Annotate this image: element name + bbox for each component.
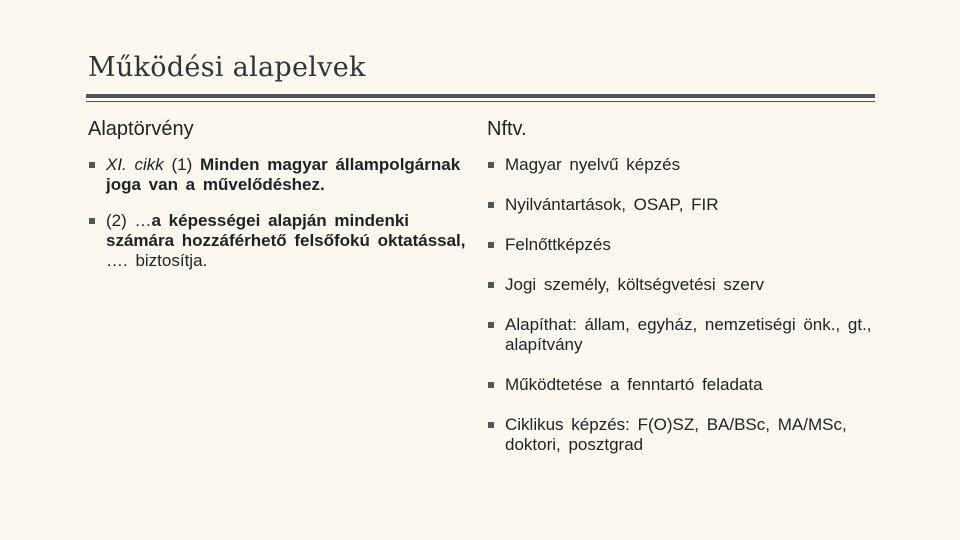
left-column-heading: Alaptörvény — [88, 118, 194, 140]
bullet-square-icon — [488, 162, 494, 168]
list-item — [487, 155, 877, 175]
list-item-text: Ciklikus képzés: F(O)SZ, BA/BSc, MA/MSc, doktori, posztgrad — [505, 415, 847, 454]
title-divider-thick — [86, 94, 875, 98]
bold-text: Minden magyar állampolgárnak joga van a művelődéshez. — [106, 155, 461, 194]
bullet-square-icon — [89, 162, 95, 168]
list-item — [487, 235, 877, 255]
list-item — [487, 375, 877, 395]
bold-text: a képességei alapján mindenki számára hozzáférhető felsőfokú oktatással, — [106, 211, 466, 250]
paragraph-number: (1) — [163, 155, 201, 174]
list-item-text: Jogi személy, költségvetési szerv — [505, 275, 765, 294]
list-item-text: Felnőttképzés — [505, 235, 611, 254]
list-item — [487, 195, 877, 215]
left-column — [88, 118, 468, 287]
list-item — [487, 275, 877, 295]
list-item-text: Működtetése a fenntartó feladata — [505, 375, 763, 394]
list-item — [487, 415, 877, 455]
bullet-square-icon — [488, 422, 494, 428]
list-item-text: Magyar nyelvű képzés — [505, 155, 681, 174]
article-reference: XI. cikk — [106, 155, 164, 174]
list-item-text: Nyilvántartások, OSAP, FIR — [505, 195, 719, 214]
bullet-square-icon — [488, 382, 494, 388]
bullet-square-icon — [89, 218, 95, 224]
list-item — [88, 211, 468, 271]
right-bullet-list — [487, 155, 877, 455]
right-column-heading: Nftv. — [487, 118, 527, 140]
bullet-square-icon — [488, 322, 494, 328]
slide-title: Működési alapelvek — [88, 52, 366, 83]
list-item — [487, 315, 877, 355]
list-item — [88, 155, 468, 195]
left-bullet-list — [88, 155, 468, 271]
paragraph-number: (2) … — [106, 211, 152, 230]
bullet-square-icon — [488, 282, 494, 288]
right-column — [487, 118, 877, 475]
plain-text: …. biztosítja. — [106, 251, 208, 270]
title-divider-thin — [86, 101, 875, 102]
bullet-square-icon — [488, 242, 494, 248]
bullet-square-icon — [488, 202, 494, 208]
list-item-text: Alapíthat: állam, egyház, nemzetiségi önk., gt., alapítvány — [505, 315, 872, 354]
